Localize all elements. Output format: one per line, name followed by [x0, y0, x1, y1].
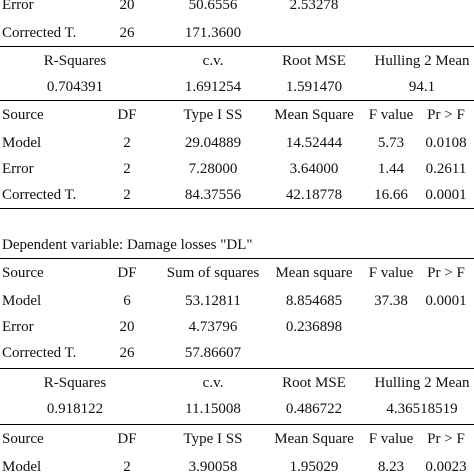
ss-cell: 7.28000	[188, 161, 238, 177]
stats-header-cell: R-Squares	[43, 375, 107, 391]
ms-cell: 14.52444	[285, 135, 343, 151]
stats-header-cell: c.v.	[202, 53, 224, 69]
stats-header-cell: Hulling 2 Mean	[374, 53, 470, 69]
f-cell: 5.73	[377, 135, 405, 151]
table-rule	[0, 368, 474, 369]
ss-cell: 53.12811	[185, 293, 241, 309]
table-rule	[0, 424, 474, 425]
ms-cell: 3.64000	[289, 161, 339, 177]
df-cell: 26	[119, 345, 135, 361]
stats-value-cell: 0.486722	[285, 401, 343, 417]
stats-value-cell: 94.1	[408, 79, 436, 95]
stats-header-cell: c.v.	[202, 375, 224, 391]
stats-header-cell: Root MSE	[282, 53, 346, 69]
column-header: Mean square	[275, 265, 353, 281]
df-cell: 2	[123, 135, 131, 151]
df-cell: 26	[119, 25, 135, 41]
table-rule	[0, 208, 474, 209]
stats-header-cell: Hulling 2 Mean	[374, 375, 470, 391]
f-cell: 16.66	[374, 187, 408, 203]
column-header: Mean Square	[274, 431, 354, 447]
f-cell: 8.23	[377, 459, 405, 475]
source-cell: Corrected T.	[2, 25, 77, 41]
df-cell: 2	[123, 459, 131, 475]
source-cell: Model	[2, 135, 42, 151]
column-header: F value	[368, 431, 414, 447]
source-cell: Model	[2, 459, 42, 475]
column-header: DF	[117, 265, 137, 281]
stats-value-cell: 4.36518519	[386, 401, 458, 417]
p-cell: 0.0001	[425, 293, 467, 309]
column-header: Sum of squares	[166, 265, 260, 281]
table-rule	[0, 258, 474, 259]
column-header: Source	[2, 431, 44, 447]
ms-cell: 8.854685	[285, 293, 343, 309]
source-cell: Error	[2, 161, 34, 177]
stats-header-cell: R-Squares	[43, 53, 107, 69]
p-cell: 0.2611	[425, 161, 467, 177]
p-cell: 0.0108	[425, 135, 467, 151]
ss-cell: 84.37556	[184, 187, 242, 203]
source-cell: Error	[2, 0, 34, 13]
f-cell: 37.38	[374, 293, 408, 309]
column-header: Mean Square	[274, 107, 354, 123]
ms-cell: 0.236898	[285, 319, 343, 335]
ms-cell: 1.95029	[289, 459, 339, 475]
source-cell: Error	[2, 319, 34, 335]
stats-header-cell: Root MSE	[282, 375, 346, 391]
df-cell: 20	[119, 319, 135, 335]
source-cell: Corrected T.	[2, 187, 77, 203]
column-header: Type I SS	[183, 107, 243, 123]
ss-cell: 4.73796	[188, 319, 238, 335]
ms-cell: 42.18778	[285, 187, 343, 203]
f-cell: 1.44	[377, 161, 405, 177]
column-header: F value	[368, 265, 414, 281]
ss-cell: 3.90058	[188, 459, 238, 475]
stats-value-cell: 0.704391	[46, 79, 104, 95]
column-header: Type I SS	[183, 431, 243, 447]
stats-value-cell: 1.591470	[285, 79, 343, 95]
column-header: Source	[2, 107, 44, 123]
column-header: DF	[117, 431, 137, 447]
ss-cell: 57.86607	[184, 345, 242, 361]
column-header: F value	[368, 107, 414, 123]
ss-cell: 171.3600	[184, 25, 242, 41]
ms-cell: 2.53278	[289, 0, 339, 13]
table-rule	[0, 100, 474, 101]
source-cell: Model	[2, 293, 42, 309]
ss-cell: 29.04889	[184, 135, 242, 151]
ss-cell: 50.6556	[188, 0, 238, 13]
source-cell: Corrected T.	[2, 345, 77, 361]
column-header: Pr > F	[427, 265, 465, 281]
column-header: Source	[2, 265, 44, 281]
column-header: Pr > F	[427, 431, 465, 447]
df-cell: 6	[123, 293, 131, 309]
p-cell: 0.0001	[425, 187, 467, 203]
table-caption: Dependent variable: Damage losses "DL"	[2, 237, 253, 253]
stats-value-cell: 11.15008	[185, 401, 241, 417]
df-cell: 20	[119, 0, 135, 13]
column-header: Pr > F	[427, 107, 465, 123]
stats-value-cell: 1.691254	[184, 79, 242, 95]
stats-value-cell: 0.918122	[46, 401, 104, 417]
column-header: DF	[117, 107, 137, 123]
df-cell: 2	[123, 161, 131, 177]
df-cell: 2	[123, 187, 131, 203]
table-rule	[0, 46, 474, 47]
p-cell: 0.0023	[425, 459, 467, 475]
